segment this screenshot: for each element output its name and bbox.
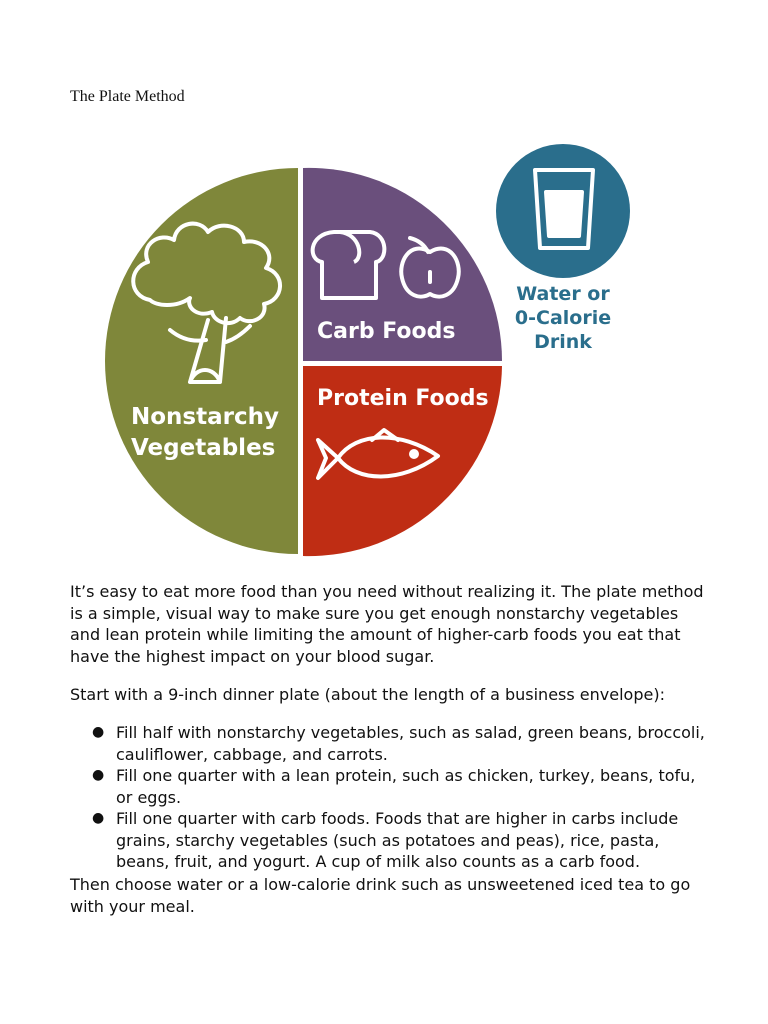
vegetables-label-line2: Vegetables — [131, 435, 276, 461]
list-item — [70, 765, 710, 808]
list-item — [70, 722, 710, 765]
intro-paragraph: It’s easy to eat more food than you need without realizing it. The plate method is a simple, visual way to make sure you get enough nonstarchy vegetables and lean protein while limiting the amount of higher-carb foods you eat that have the highest impact on your blood sugar. — [70, 582, 704, 666]
carb-label: Carb Foods — [317, 319, 456, 344]
drink-label-line3: Drink — [534, 331, 592, 353]
start-paragraph: Start with a 9-inch dinner plate (about the length of a business envelope): — [70, 685, 665, 704]
document-title: The Plate Method — [70, 88, 185, 105]
list-item-text: Fill half with nonstarchy vegetables, such as salad, green beans, broccoli, cauliflower, cabbage, and carrots. — [116, 723, 705, 764]
vegetables-label-line1: Nonstarchy — [131, 404, 279, 430]
bullet-icon: ● — [92, 724, 105, 740]
drink-label-line2: 0-Calorie — [514, 307, 612, 329]
list-item — [70, 808, 710, 873]
plate-instructions-list — [70, 722, 710, 873]
drink-label-line1: Water or — [516, 283, 610, 305]
protein-label: Protein Foods — [317, 386, 489, 411]
list-item-text: Fill one quarter with carb foods. Foods that are higher in carbs include grains, starchy vegetables (such as potatoes and peas), rice, pasta, beans, fruit, and yogurt. A cup of milk also counts as a carb food. — [116, 809, 679, 871]
closing-paragraph: Then choose water or a low-calorie drink such as unsweetened iced tea to go with your meal. — [70, 875, 691, 916]
bullet-icon: ● — [92, 767, 105, 783]
bullet-icon: ● — [92, 810, 105, 826]
list-item-text: Fill one quarter with a lean protein, such as chicken, turkey, beans, tofu, or eggs. — [116, 766, 696, 807]
